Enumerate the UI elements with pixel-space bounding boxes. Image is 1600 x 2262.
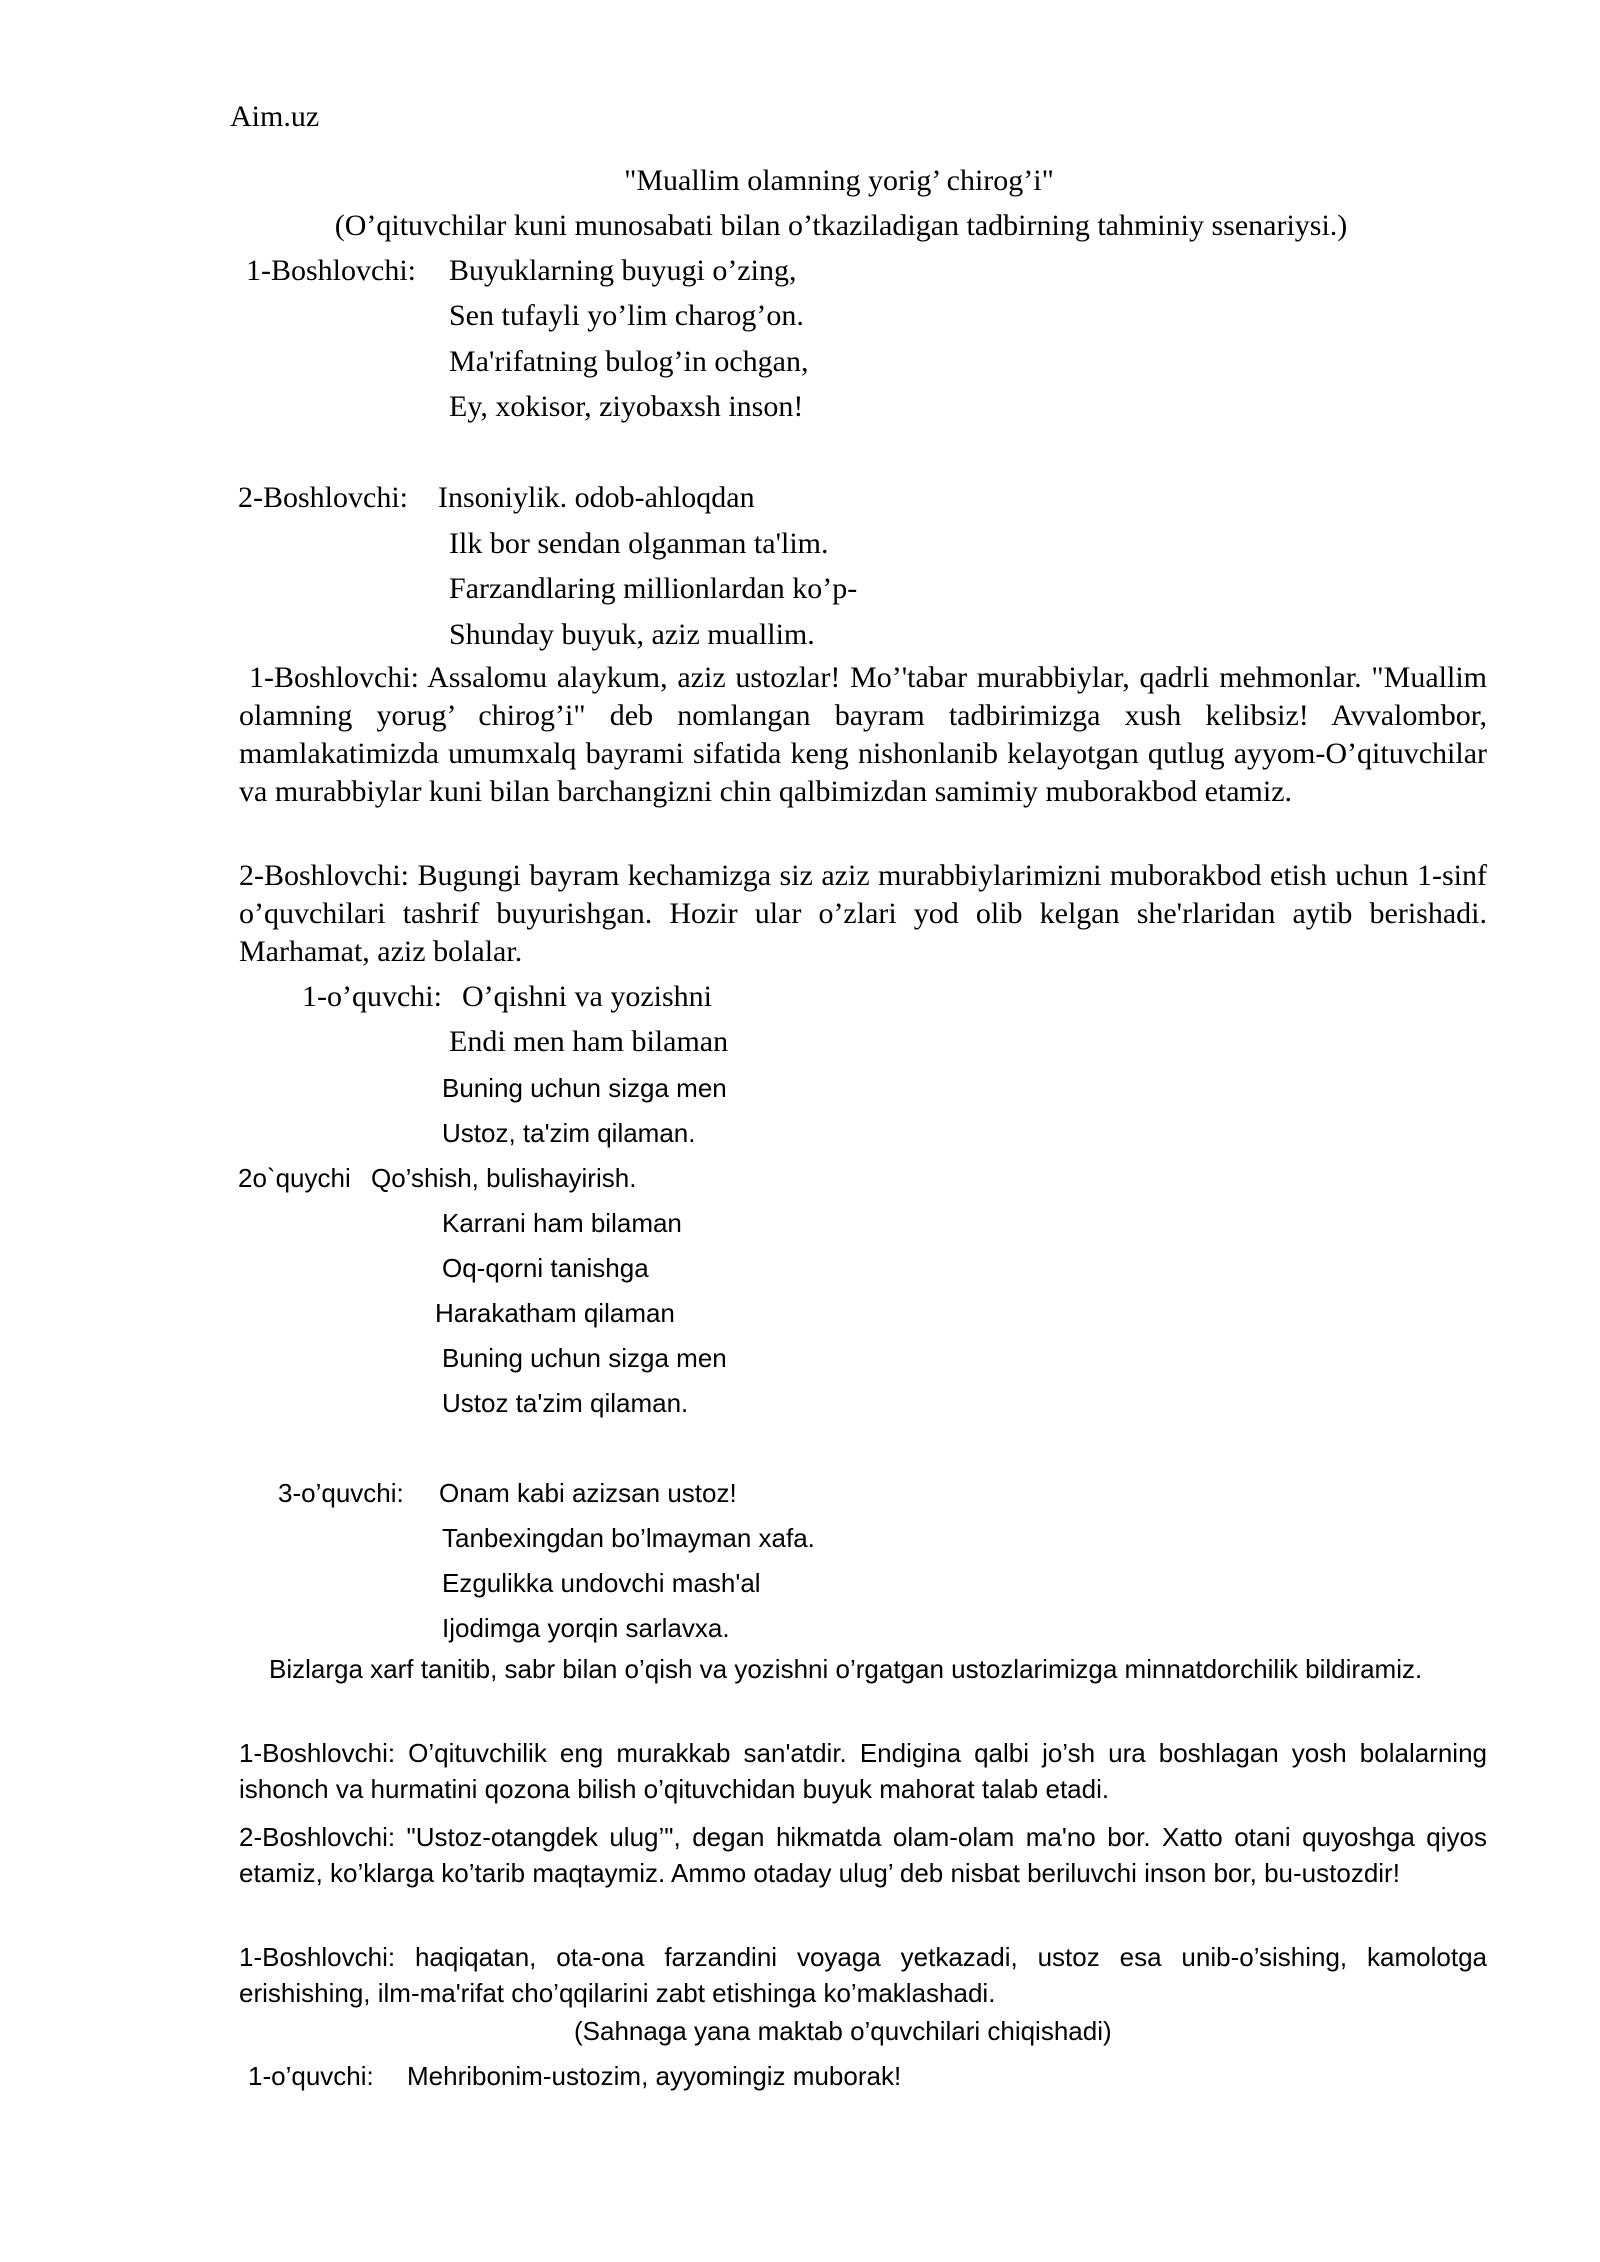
speaker-label: 2o`quychi	[238, 1163, 351, 1193]
poem-line: Buning uchun sizga men	[442, 1073, 727, 1103]
paragraph: 2-Boshlovchi: "Ustoz-otangdek ulug’", degan hikmatda olam-olam ma'no bor. Xatto otani quyoshga qiyos etamiz, ko’klarga ko’tarib maqtaymiz. Ammo otaday ulug’ deb nisbat beriluvchi inson bor, bu-ustozdir!	[239, 1822, 1487, 1888]
poem-line: Buyuklarning buyugi o’zing,	[449, 254, 797, 287]
stage-direction: (Sahnaga yana maktab o’quvchilari chiqishadi)	[574, 2016, 1112, 2046]
poem-line: Harakatham qilaman	[435, 1298, 675, 1328]
poem-line: Ijodimga yorqin sarlavxa.	[442, 1613, 730, 1643]
poem-line: Tanbexingdan bo’lmayman xafa.	[442, 1523, 815, 1553]
poem-line: Shunday buyuk, aziz muallim.	[449, 618, 815, 651]
poem-line: Buning uchun sizga men	[442, 1343, 727, 1373]
poem-line: Ilk bor sendan olganman ta'lim.	[449, 527, 829, 560]
poem-line: Farzandlaring millionlardan ko’p-	[449, 572, 858, 605]
poem-line: Karrani ham bilaman	[442, 1208, 682, 1238]
speaker-label: 1-o’quvchi:	[248, 2061, 374, 2091]
speaker-label: 2-Boshlovchi:	[238, 481, 408, 514]
page-title: "Muallim olamning yorig’ chirog’i"	[624, 164, 1054, 197]
speaker-label: 1-Boshlovchi:	[246, 254, 416, 287]
poem-line: Qo’shish, bulishayirish.	[371, 1163, 637, 1193]
poem-line: Oq-qorni tanishga	[442, 1253, 649, 1283]
poem-line: Ey, xokisor, ziyobaxsh inson!	[449, 390, 804, 423]
paragraph: 1-Boshlovchi: O’qituvchilik eng murakkab san'atdir. Endigina qalbi jo’sh ura boshlagan yosh bolalarning ishonch va hurmatini qozona bilish o’qituvchidan buyuk mahorat talab etadi.	[239, 1738, 1487, 1804]
poem-line: Ustoz ta'zim qilaman.	[442, 1388, 689, 1418]
page-subtitle: (O’qituvchilar kuni munosabati bilan o’tkaziladigan tadbirning tahminiy ssenariysi.)	[334, 209, 1348, 242]
poem-line: Onam kabi azizsan ustoz!	[439, 1478, 737, 1508]
poem-line: Insoniylik. odob-ahloqdan	[438, 481, 755, 514]
site-header: Aim.uz	[230, 100, 320, 133]
dialogue-line: Mehribonim-ustozim, ayyomingiz muborak!	[407, 2061, 902, 2091]
paragraph: 2-Boshlovchi: Bugungi bayram kechamizga siz aziz murabbiylarimizni muborakbod etish uchun 1-sinf o’quvchilari tashrif buyurishgan. Hozir ular o’zlari yod olib kelgan she'rlaridan aytib berishadi. Marhamat, aziz bolalar.	[239, 859, 1487, 968]
poem-line: Endi men ham bilaman	[449, 1025, 729, 1058]
poem-line: O’qishni va yozishni	[462, 980, 712, 1013]
poem-line: Ezgulikka undovchi mash'al	[442, 1568, 761, 1598]
paragraph: 1-Boshlovchi: haqiqatan, ota-ona farzandini voyaga yetkazadi, ustoz esa unib-o’sishing, kamolotga erishishing, ilm-ma'rifat cho’qqilarini zabt etishinga ko’maklashadi.	[239, 1942, 1487, 2008]
paragraph: 1-Boshlovchi: Assalomu alaykum, aziz ustozlar! Mo’'tabar murabbiylar, qadrli mehmonlar. "Muallim olamning yorug’ chirog’i" deb nomlangan bayram tadbirimizga xush kelibsiz! Avvalombor, mamlakatimizda umumxalq bayrami sifatida keng nishonlanib kelayotgan qutlug ayyom-O’qituvchilar va murabbiylar kuni bilan barchangizni chin qalbimizdan samimiy muborakbod etamiz.	[239, 661, 1487, 808]
paragraph: Bizlarga xarf tanitib, sabr bilan o’qish va yozishni o’rgatgan ustozlarimizga minnatdorchilik bildiramiz.	[269, 1654, 1423, 1684]
poem-line: Ma'rifatning bulog’in ochgan,	[449, 345, 809, 378]
poem-line: Ustoz, ta'zim qilaman.	[442, 1118, 696, 1148]
speaker-label: 1-o’quvchi:	[302, 980, 442, 1013]
speaker-label: 3-o’quvchi:	[278, 1478, 404, 1508]
poem-line: Sen tufayli yo’lim charog’on.	[449, 299, 804, 332]
